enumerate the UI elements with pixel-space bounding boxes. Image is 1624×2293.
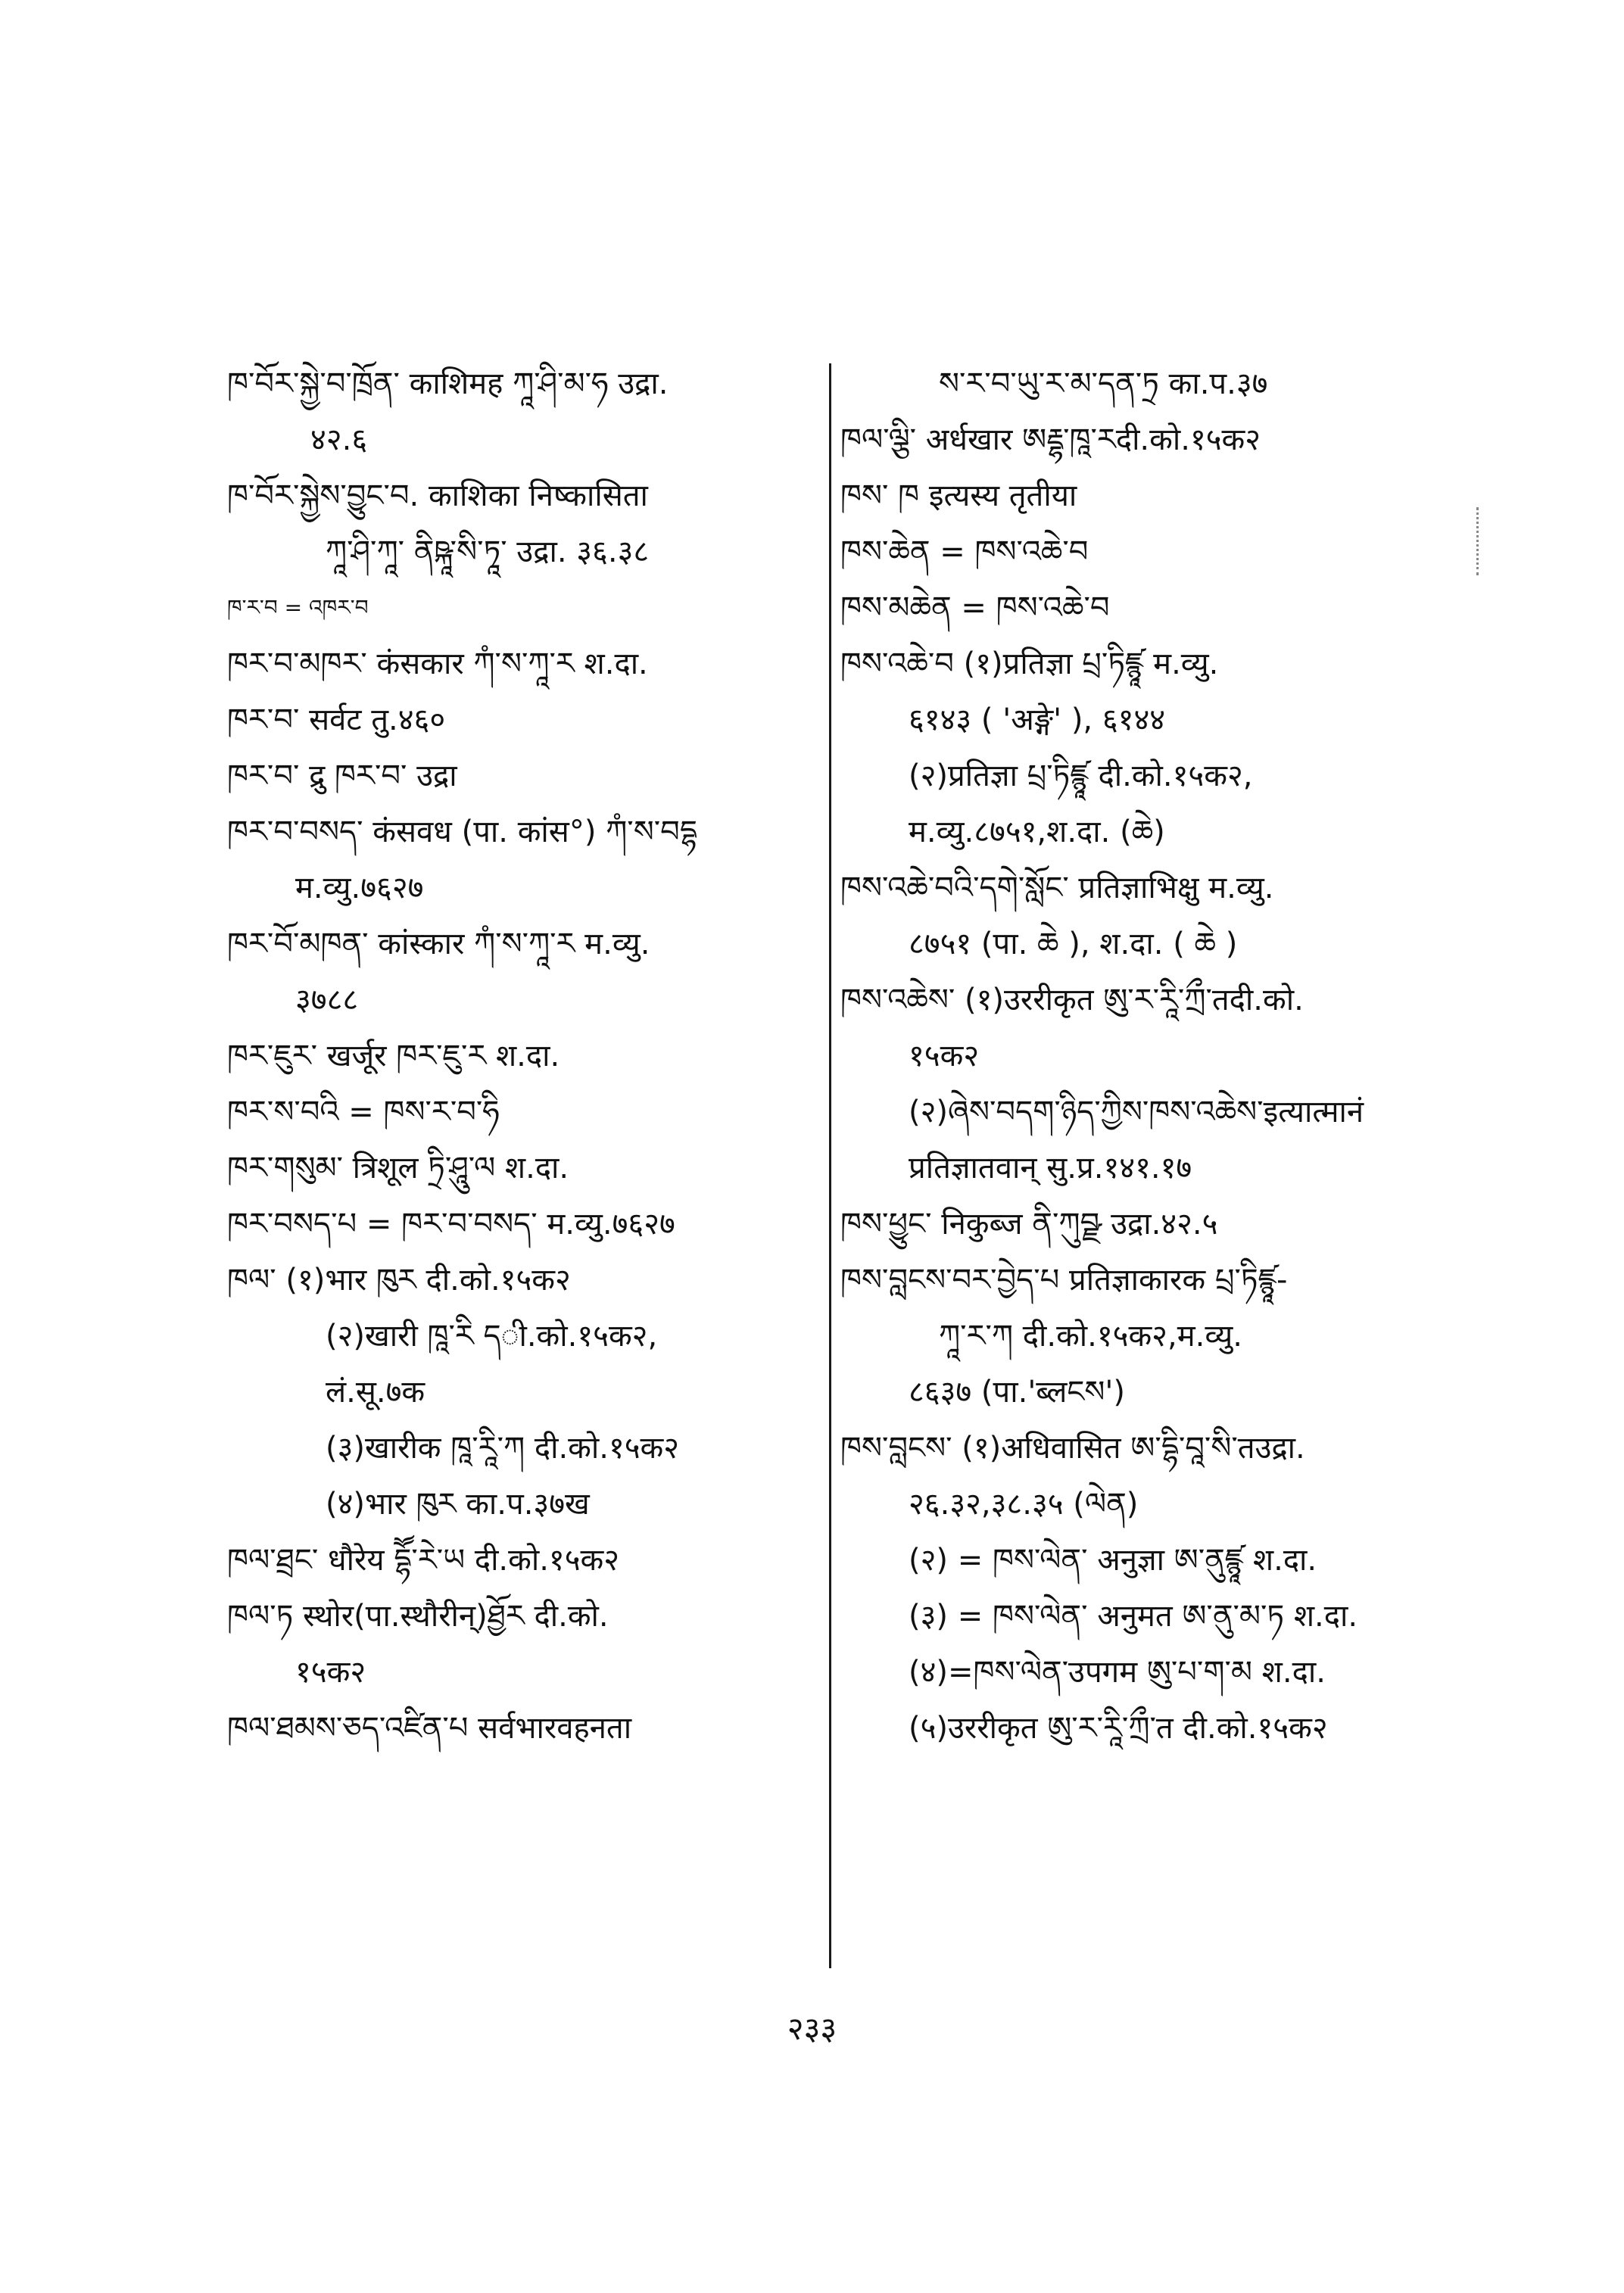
dictionary-line: ४२.६	[310, 422, 368, 457]
dictionary-line: ཁར་བསད་པ = ཁར་བ་བསད་ म.व्यु.७६२७	[227, 1207, 675, 1242]
dictionary-line: प्रतिज्ञातवान् सु.प्र.१४१.१७	[909, 1151, 1192, 1185]
right-column	[840, 356, 1416, 1756]
dictionary-line: ཁས་འཆེ་བ (१)प्रतिज्ञा པྲ་ཏིཛྙཱ म.व्यु.	[840, 646, 1219, 681]
dictionary-line: ཁལ་ཐྲང་ धौरेय དྷཽ་རེ་ཡ दी.को.१५क२	[227, 1543, 620, 1578]
dictionary-line: (२) = ཁས་ལེན་ अनुज्ञा ཨ་ནུཛྙཱ श.दा.	[909, 1543, 1317, 1578]
dictionary-line: ཁས་བླངས་བར་བྱེད་པ प्रतिज्ञाकारक པྲ་ཏིཛྙཱ-	[840, 1263, 1288, 1298]
dictionary-line: (४)भार ཁུར का.प.३७ख	[326, 1487, 590, 1522]
dictionary-line: ཁར་གསུམ་ त्रिशूल ཏྲི་ཤཱུ་ལ श.दा.	[227, 1151, 569, 1185]
dictionary-line: ཀཱ་ར་ཀ दी.को.१५क२,म.व्यु.	[939, 1319, 1242, 1354]
dictionary-line: (२)खारी ཁཱ་རི དी.को.१५क२,	[326, 1319, 658, 1354]
dictionary-line: ཁས་ཕྱུང་ निकुब्ज ནི་ཀུབྫ उद्रा.४२.५	[840, 1207, 1218, 1242]
dictionary-line: ཁས་ཆེན = ཁས་འཆེ་བ	[840, 534, 1089, 569]
dictionary-line: ས་ར་བ་ཡུ་ར་མ་དན་ཏྲ का.प.३७	[939, 366, 1268, 401]
dictionary-line: ཁར་ས་བའི = ཁས་ར་བ་ཧི	[227, 1095, 500, 1129]
dictionary-line: ཁལ་ (१)भार ཁུར दी.को.१५क२	[227, 1263, 571, 1298]
left-column	[227, 356, 825, 1756]
dictionary-line: ཁས་ ཁ इत्यस्य तृतीया	[840, 478, 1077, 513]
dictionary-line: ཁར་བ་ सर्वट तु.४६०	[227, 703, 446, 737]
dictionary-line: ६१४३ ( 'अङ्गे' ), ६१४४	[909, 703, 1166, 737]
dictionary-line: लं.सू.७क	[326, 1375, 425, 1410]
dictionary-line: २६.३२,३८.३५ (ལེན)	[909, 1487, 1139, 1522]
dictionary-line: १५क२	[909, 1039, 980, 1073]
dictionary-line: ८६३७ (पा.'ब्लངས')	[909, 1375, 1125, 1410]
dictionary-line: ཁལ་ཐམས་ཅད་འཛིན་པ सर्वभारवहनता	[227, 1711, 632, 1746]
column-divider	[829, 363, 831, 1968]
dictionary-line: (२)प्रतिज्ञा པྲ་ཏིཛྙཱ दी.को.१५क२,	[909, 759, 1253, 793]
dictionary-line: ཁ་བོར་སྐྱེ་བ་ཁྲོན་ काशिमह ཀཱ་ཤི་མ་ཧ उद्रा.	[227, 366, 669, 401]
dictionary-line: (३)खारीक ཁཱ་རཱི་ཀ दी.को.१५क२	[326, 1431, 680, 1466]
dictionary-line: (३) = ཁས་ལེན་ अनुमत ཨ་ནུ་མ་ཏ श.दा.	[909, 1599, 1358, 1634]
dictionary-line: (२)ཞེས་བདག་ཉིད་ཀྱིས་ཁས་འཆེས་इत्यात्मानं	[909, 1095, 1364, 1129]
dictionary-line: ཁ་ར་བ = འཁར་བ	[227, 595, 369, 620]
dictionary-line: म.व्यु.८७५१,श.दा. (ཆེ)	[909, 815, 1165, 849]
dictionary-line: ཁར་བ་མཁར་ कंसकार ཀཾ་ས་ཀཱ་ར श.दा.	[227, 646, 648, 681]
dictionary-line: ८७५१ (पा. ཆེ ), श.दा. ( ཆེ )	[909, 927, 1238, 961]
dictionary-line: ३७८८	[295, 983, 359, 1017]
dictionary-line: ཁས་འཆེ་བའི་དགེ་སློང་ प्रतिज्ञाभिक्षु म.व्यु.	[840, 871, 1274, 905]
dictionary-line: ཁས་མཆེན = ཁས་འཆེ་བ	[840, 590, 1110, 625]
dictionary-line: ཁར་བ་ द्रु ཁར་བ་ उद्रा	[227, 759, 457, 793]
dictionary-line: ཁལ་ཏ स्थोर(पा.स्थौरीन्)ཐྱོར दी.को.	[227, 1599, 609, 1634]
dictionary-line: ཁས་བླངས་ (१)अधिवासित ཨ་དྷི་བཱ་སི་तउद्रा.	[840, 1431, 1305, 1466]
dictionary-line: (४)=ཁས་ལེན་उपगम ཨུ་པ་ག་མ श.दा.	[909, 1655, 1326, 1690]
scan-edge-mark	[1476, 507, 1483, 575]
dictionary-line: (५)उररीकृत ཨུ་ར་རཱི་ཀྲྀ་त दी.को.१५क२	[909, 1711, 1328, 1746]
dictionary-line: ཁར་བ་བསད་ कंसवध (पा. कांस°) ཀཾ་ས་བདྷ	[227, 815, 697, 849]
dictionary-line: ཀཱ་ཤི་ཀཱ་ ནིཥྐཱ་སི་ཏཱ་ उद्रा. ३६.३८	[326, 534, 650, 569]
dictionary-line: ཁས་འཆེས་ (१)उररीकृत ཨུ་ར་རཱི་ཀྲྀ་तदी.को.	[840, 983, 1304, 1017]
dictionary-line: ཁར་ཇུར་ खर्जूर ཁར་ཇུ་ར श.दा.	[227, 1039, 560, 1073]
dictionary-line: १५क२	[295, 1655, 366, 1690]
page-number: २३३	[787, 2010, 837, 2047]
dictionary-line: ཁལ་ལྕི་ अर्धखार ཨརྡྷ་ཁཱ་རदी.को.१५क२	[840, 422, 1261, 457]
dictionary-line: ཁར་བོ་མཁན་ कांस्कार ཀཾ་ས་ཀཱ་ར म.व्यु.	[227, 927, 650, 961]
dictionary-line: ཁ་བོར་སྐྱེས་བྱུང་བ. काशिका निष्कासिता	[227, 478, 648, 513]
dictionary-line: म.व्यु.७६२७	[295, 871, 424, 905]
